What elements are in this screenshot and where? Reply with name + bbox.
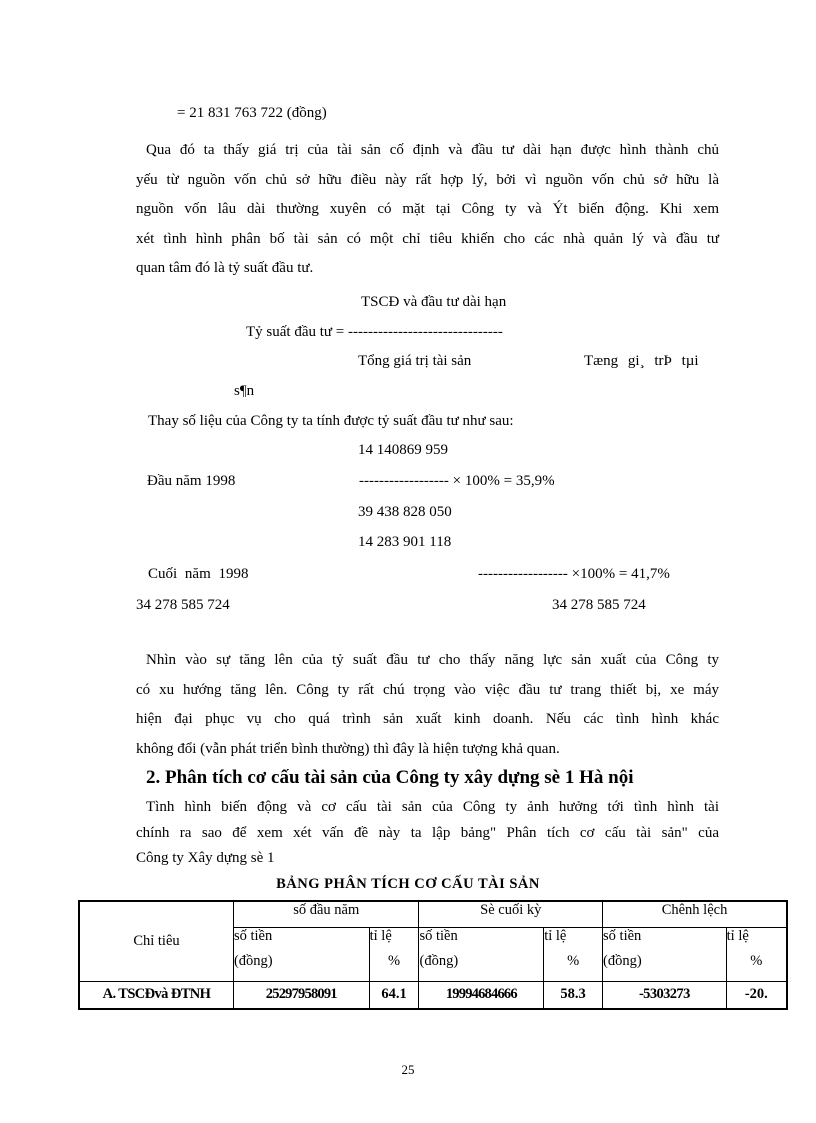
paragraph-intro bbox=[136, 136, 719, 284]
paragraph-table-intro bbox=[136, 795, 719, 872]
end-year-fraction: ------------------ ×100% = 41,7% bbox=[478, 566, 670, 582]
start-year-label: Đầu năm 1998 bbox=[147, 473, 236, 489]
section-heading: 2. Phân tích cơ cấu tài sản của Công ty xây dựng sè 1 Hà nội bbox=[146, 767, 634, 788]
row-diff-amount: -5303273 bbox=[603, 981, 727, 1009]
row-end-amount: 19994684666 bbox=[419, 981, 544, 1009]
header-group-diff: Chênh lệch bbox=[603, 901, 787, 927]
header-start-amount: số tiền bbox=[233, 927, 369, 953]
substitute-line: Thay số liệu của Công ty ta tính được tỷ suất đầu tư như sau: bbox=[148, 413, 514, 429]
header-diff-amount-unit: (đồng) bbox=[603, 953, 727, 981]
paragraph-line: Nhìn vào sự tăng lên của tỷ suất đầu tư cho thấy năng lực sản xuất của Công ty bbox=[146, 652, 719, 668]
start-year-denominator: 39 438 828 050 bbox=[358, 504, 452, 520]
ratio-denominator: Tổng giá trị tài sản bbox=[358, 353, 472, 369]
header-start-ratio-unit: % bbox=[369, 953, 419, 981]
paragraph-line: nguồn vốn lâu dài thường xuyên có mặt tại Công ty và Ýt biến động. Khi xem bbox=[136, 201, 719, 217]
end-year-numerator: 14 283 901 118 bbox=[358, 534, 452, 550]
table-title: BẢNG PHÂN TÍCH CƠ CẤU TÀI SẢN bbox=[276, 876, 540, 892]
header-indicator bbox=[79, 901, 233, 981]
row-start-ratio: 64.1 bbox=[369, 981, 419, 1009]
ratio-numerator: TSCĐ và đầu tư dài hạn bbox=[361, 294, 507, 310]
paragraph-line: chính ra sao để xem xét vấn đề này ta lập bảng" Phân tích cơ cấu tài sản" của bbox=[136, 824, 719, 841]
header-end-ratio: tỉ lệ bbox=[544, 927, 603, 953]
paragraph-line: hiện đại phục vụ cho quá trình sản xuất kinh doanh. Nếu các tình hình khác bbox=[136, 711, 719, 727]
header-diff-ratio-unit: % bbox=[726, 953, 787, 981]
paragraph-conclusion bbox=[136, 646, 719, 764]
header-end-ratio-unit: % bbox=[544, 953, 603, 981]
start-year-numerator: 14 140869 959 bbox=[358, 442, 448, 458]
header-indicator-label: Chỉ tiêu bbox=[133, 932, 180, 949]
header-start-amount-unit: (đồng) bbox=[233, 953, 369, 981]
asset-structure-table bbox=[78, 900, 788, 1010]
start-year-fraction: ------------------ × 100% = 35,9% bbox=[359, 473, 555, 489]
end-year-denominator: 34 278 585 724 bbox=[552, 597, 646, 613]
paragraph-line: Tình hình biến động và cơ cấu tài sản của Công ty ảnh hưởng tới tình hình tài bbox=[146, 799, 719, 815]
table-row bbox=[79, 981, 787, 1009]
header-diff-amount: số tiền bbox=[603, 927, 727, 953]
paragraph-line: Qua đó ta thấy giá trị của tài sản cố định và đầu tư dài hạn được hình thành chủ bbox=[146, 142, 719, 158]
header-group-start: số đầu năm bbox=[233, 901, 419, 927]
paragraph-line: xét tình hình phân bố tài sản có một chỉ tiêu khiến cho các nhà quản lý và đầu tư bbox=[136, 230, 719, 247]
row-end-ratio: 58.3 bbox=[544, 981, 603, 1009]
paragraph-line: không đổi (vẫn phát triển bình thường) thì đây là hiện tượng khả quan. bbox=[136, 740, 560, 757]
end-year-left-value: 34 278 585 724 bbox=[136, 597, 230, 613]
row-start-amount: 25297958091 bbox=[233, 981, 369, 1009]
paragraph-line: Công ty Xây dựng sè 1 bbox=[136, 850, 275, 866]
formula-top-result: = 21 831 763 722 (đồng) bbox=[177, 105, 327, 121]
paragraph-line: có xu hướng tăng lên. Công ty rất chú trọng vào việc đầu tư trang thiết bị, xe máy bbox=[136, 681, 719, 698]
row-diff-ratio: -20. bbox=[726, 981, 787, 1009]
page-number: 25 bbox=[401, 1062, 415, 1077]
end-year-label: Cuối năm 1998 bbox=[148, 566, 249, 582]
header-diff-ratio: tỉ lệ bbox=[726, 927, 787, 953]
ratio-garbled-text: Tæng gi¸ trÞ tµi bbox=[584, 353, 699, 369]
ratio-formula-label: Tỷ suất đầu tư = ------------------------------- bbox=[246, 324, 503, 340]
paragraph-line: quan tâm đó là tỷ suất đầu tư. bbox=[136, 260, 314, 276]
header-start-ratio: tỉ lệ bbox=[369, 927, 419, 953]
header-group-end: Sè cuối kỳ bbox=[419, 901, 603, 927]
row-label: A. TSCĐvà ĐTNH bbox=[79, 981, 233, 1009]
ratio-garbled-continuation: s¶n bbox=[234, 383, 255, 399]
paragraph-line: yếu từ nguồn vốn chủ sở hữu điều này rất hợp lý, bởi vì nguồn vốn chủ sở hữu là bbox=[136, 171, 719, 188]
header-end-amount: số tiền bbox=[419, 927, 544, 953]
header-end-amount-unit: (đồng) bbox=[419, 953, 544, 981]
